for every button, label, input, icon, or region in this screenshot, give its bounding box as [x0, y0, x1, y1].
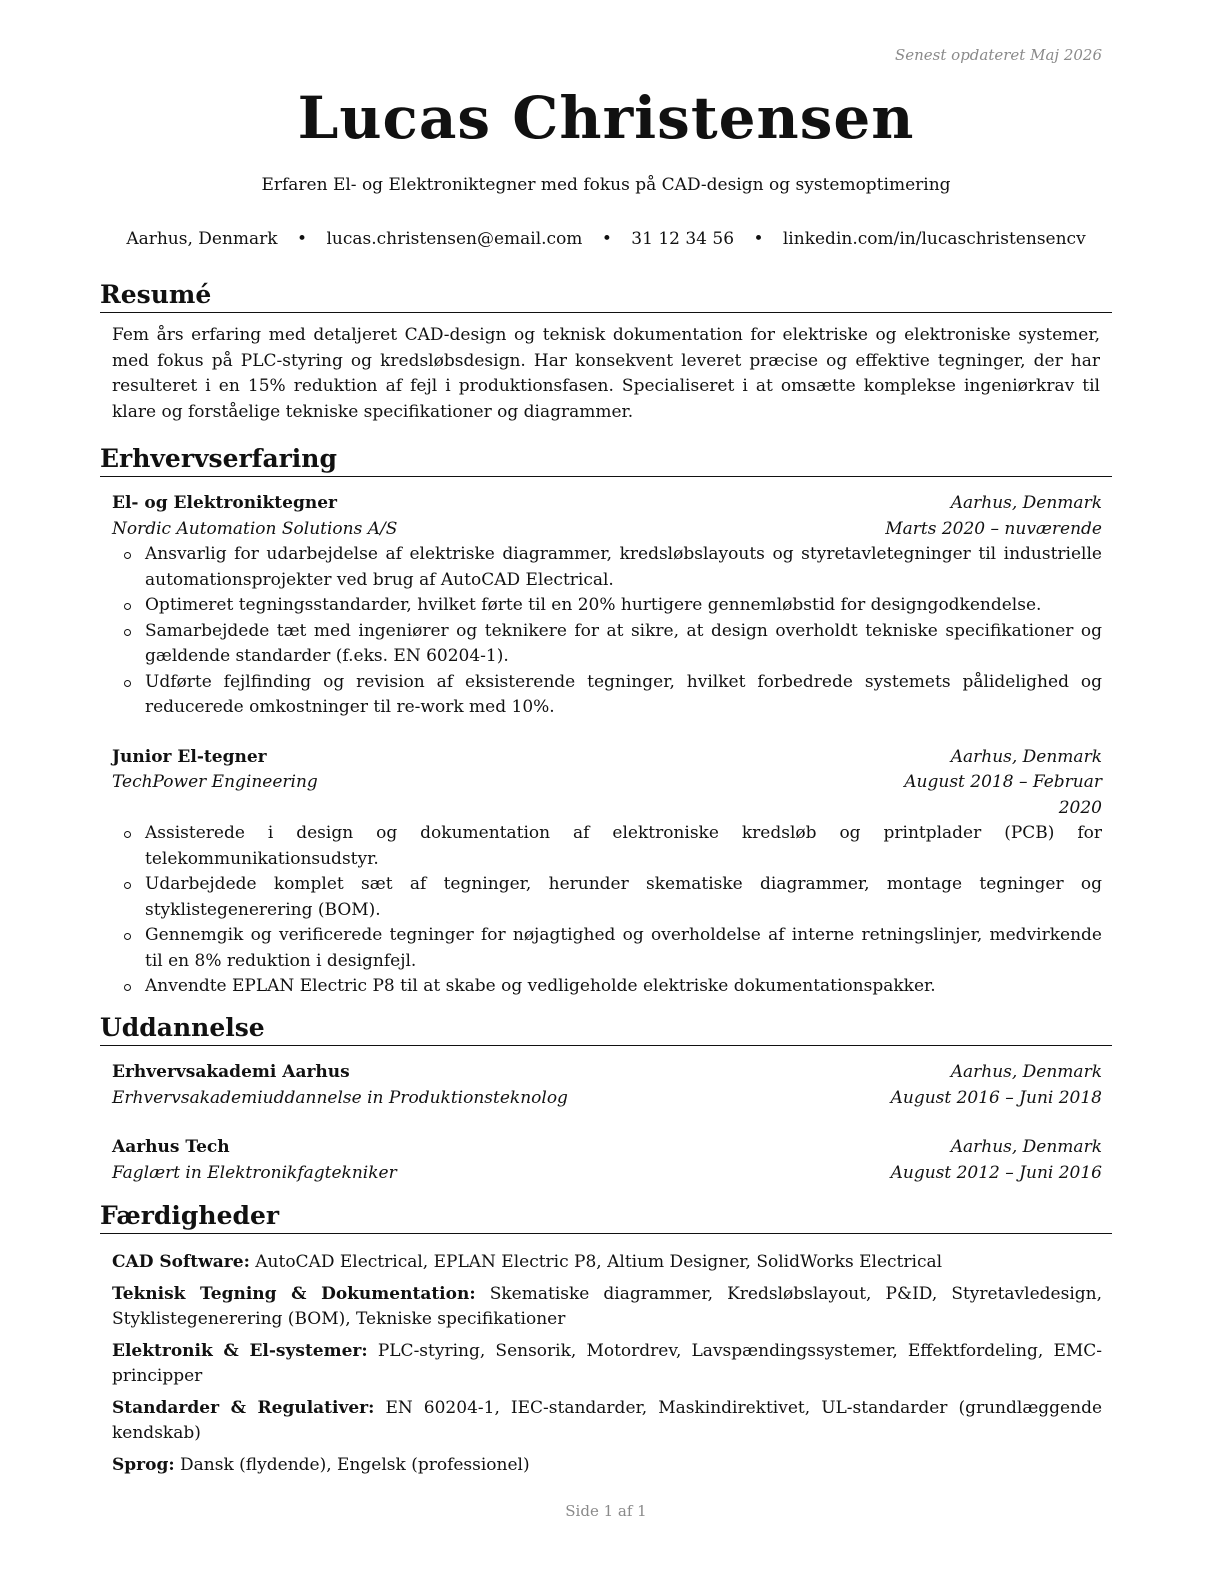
contact-linkedin[interactable]: linkedin.com/in/lucaschristensencv: [782, 229, 1086, 249]
job-entry: [112, 745, 1102, 1000]
skill-value: EN 60204-1, IEC-standarder, Maskindirektivet, UL-standarder (grundlæggende kendskab): [112, 1397, 1103, 1443]
summary-section: [100, 279, 1112, 425]
skill-row: [112, 1282, 1102, 1333]
experience-section: [100, 443, 1112, 1000]
job-location: Aarhus, Denmark: [950, 746, 1102, 767]
list-item: Udførte fejlfinding og revision af eksisterende tegninger, hvilket forbedrede systemets pålidelighed og reducerede omkostninger til re-work med 10%.: [112, 670, 1102, 721]
job-dates: Marts 2020 – nuværende: [885, 518, 1102, 539]
school-location: Aarhus, Denmark: [950, 1062, 1102, 1082]
skill-row: [112, 1250, 1102, 1276]
education-entry: [112, 1060, 1102, 1111]
job-role: Junior El-tegner: [112, 746, 267, 767]
list-item: Optimeret tegningsstandarder, hvilket førte til en 20% hurtigere gennemløbstid for designgodkendelse.: [112, 593, 1102, 619]
section-title-education: Uddannelse: [100, 1012, 1112, 1046]
list-item: Assisterede i design og dokumentation af elektroniske kredsløb og printplader (PCB) for telekommunikationsudstyr.: [112, 821, 1102, 872]
separator-dot: •: [753, 229, 764, 249]
job-dates: August 2018 – Februar 2020: [904, 772, 1102, 818]
tagline: Erfaren El- og Elektroniktegner med fokus på CAD-design og systemoptimering: [261, 175, 951, 195]
separator-dot: •: [297, 229, 308, 249]
skill-row: [112, 1453, 1102, 1479]
skill-row: [112, 1396, 1102, 1447]
degree: Erhvervsakademiuddannelse in Produktionsteknolog: [112, 1087, 568, 1108]
job-role: El- og Elektroniktegner: [112, 493, 337, 513]
skill-label: Standarder & Regulativer:: [112, 1397, 375, 1418]
skill-value: PLC-styring, Sensorik, Motordrev, Lavspændingssystemer, Effektfordeling, EMC-principper: [112, 1340, 1103, 1386]
job-company: Nordic Automation Solutions A/S: [112, 518, 398, 539]
skill-value: Skematiske diagrammer, Kredsløbslayout, P&ID, Styretavledesign, Styklistegenerering (BOM), Tekniske specifikationer: [112, 1283, 1102, 1329]
contact-email[interactable]: lucas.christensen@email.com: [326, 229, 583, 249]
contact-phone[interactable]: 31 12 34 56: [631, 229, 735, 249]
section-title-experience: Erhvervserfaring: [100, 443, 1112, 477]
skill-row: [112, 1339, 1102, 1390]
skill-label: Sprog:: [112, 1454, 175, 1475]
job-bullets: [112, 821, 1102, 1000]
contact-location: Aarhus, Denmark: [126, 229, 278, 249]
last-updated: Senest opdateret Maj 2026: [894, 46, 1102, 64]
list-item: Udarbejdede komplet sæt af tegninger, herunder skematiske diagrammer, montage tegninger og styklistegenerering (BOM).: [112, 872, 1102, 923]
school-name: Erhvervsakademi Aarhus: [112, 1062, 350, 1082]
list-item: Anvendte EPLAN Electric P8 til at skabe og vedligeholde elektriske dokumentationspakker.: [112, 974, 1102, 1000]
school-name: Aarhus Tech: [112, 1137, 230, 1157]
job-location: Aarhus, Denmark: [950, 493, 1102, 513]
separator-dot: •: [601, 229, 612, 249]
contact-line: [100, 229, 1112, 249]
skill-label: Elektronik & El-systemer:: [112, 1340, 368, 1361]
summary-text: Fem års erfaring med detaljeret CAD-design og teknisk dokumentation for elektriske og elektroniske systemer, med fokus på PLC-styring og kredsløbsdesign. Har konsekvent leveret præcise og effektive tegninger, der har resulteret i en 15% reduktion af fejl i produktionsfasen. Specialiseret i at omsætte komplekse ingeniørkrav til klare og forståelige tekniske specifikationer og diagrammer.: [112, 325, 1100, 422]
skill-label: CAD Software:: [112, 1252, 250, 1272]
candidate-name: Lucas Christensen: [297, 84, 915, 152]
education-dates: August 2016 – Juni 2018: [890, 1087, 1102, 1108]
skill-value: AutoCAD Electrical, EPLAN Electric P8, Altium Designer, SolidWorks Electrical: [255, 1252, 943, 1272]
job-entry: [112, 491, 1102, 721]
job-company: TechPower Engineering: [112, 772, 318, 792]
job-bullets: [112, 542, 1102, 721]
section-title-summary: Resumé: [100, 279, 1112, 313]
list-item: Gennemgik og verificerede tegninger for nøjagtighed og overholdelse af interne retningslinjer, medvirkende til en 8% reduktion i designfejl.: [112, 923, 1102, 974]
skill-label: Teknisk Tegning & Dokumentation:: [112, 1283, 476, 1304]
skills-section: [100, 1200, 1112, 1484]
education-entry: [112, 1135, 1102, 1186]
list-item: Samarbejdede tæt med ingeniører og teknikere for at sikre, at design overholdt tekniske specifikationer og gældende standarder (f.eks. EN 60204-1).: [112, 619, 1102, 670]
skill-value: Dansk (flydende), Engelsk (professionel): [180, 1454, 530, 1475]
education-dates: August 2012 – Juni 2016: [890, 1162, 1102, 1183]
education-section: [100, 1012, 1112, 1186]
school-location: Aarhus, Denmark: [950, 1137, 1102, 1157]
degree: Faglært in Elektronikfagtekniker: [112, 1162, 397, 1183]
section-title-skills: Færdigheder: [100, 1200, 1112, 1234]
page-number: Side 1 af 1: [565, 1502, 647, 1520]
list-item: Ansvarlig for udarbejdelse af elektriske diagrammer, kredsløbslayouts og styretavletegninger til industrielle automationsprojekter ved brug af AutoCAD Electrical.: [112, 542, 1102, 593]
